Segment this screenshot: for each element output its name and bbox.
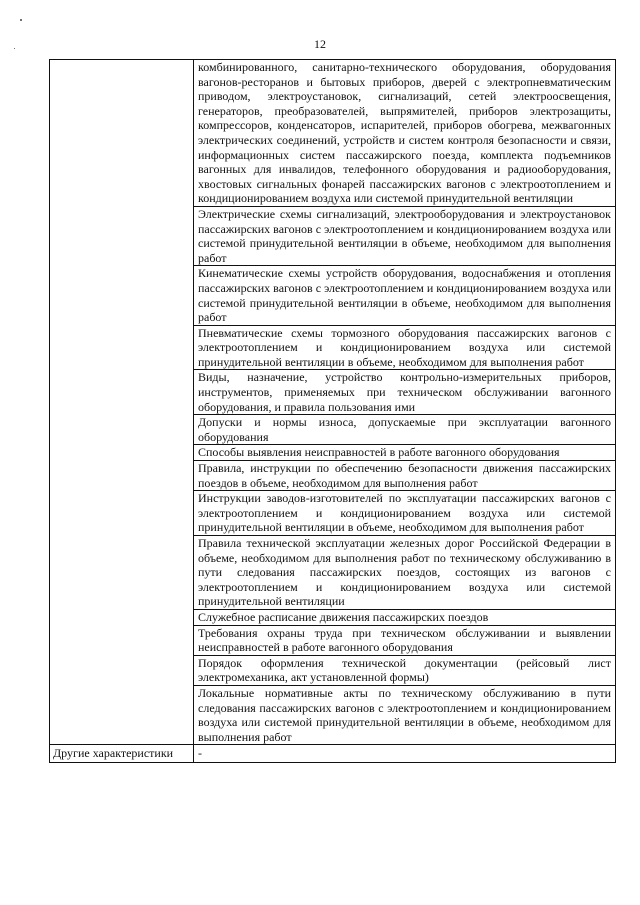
other-characteristics-label: Другие характеристики bbox=[50, 745, 194, 763]
table-cell: Пневматические схемы тормозного оборудования пассажирских вагонов с электроотоплением и кондиционированием воздуха или системой принудительной вентиляции в объеме, необходимом для выполнения работ bbox=[194, 325, 616, 370]
table-cell: Служебное расписание движения пассажирских поездов bbox=[194, 609, 616, 625]
table-cell: Способы выявления неисправностей в работе вагонного оборудования bbox=[194, 445, 616, 461]
other-characteristics-row bbox=[50, 745, 616, 763]
page-number: 12 bbox=[314, 37, 326, 51]
table-cell: Инструкции заводов-изготовителей по эксплуатации пассажирских вагонов с электроотоплением и кондиционированием воздуха или системой принудительной вентиляции в объеме, необходимом для выполнения работ bbox=[194, 491, 616, 536]
table-cell: Правила, инструкции по обеспечению безопасности движения пассажирских поездов в объеме, необходимом для выполнения работ bbox=[194, 461, 616, 491]
requirements-table bbox=[49, 59, 616, 763]
table-cell: Требования охраны труда при техническом обслуживании и выявлении неисправностей в работе вагонного оборудования bbox=[194, 625, 616, 655]
table-cell: Виды, назначение, устройство контрольно-измерительных приборов, инструментов, применяемых при техническом обслуживании вагонного оборудования, и правила пользования ими bbox=[194, 370, 616, 415]
table-row bbox=[50, 60, 616, 207]
table-cell: Порядок оформления технической документации (рейсовый лист электромеханика, акт установленной формы) bbox=[194, 655, 616, 685]
row-heading-cell bbox=[50, 60, 194, 745]
table-cell: Правила технической эксплуатации железных дорог Российской Федерации в объеме, необходимом для выполнения работ по техническому обслуживанию в пути следования пассажирских поездов, состоящих из вагонов с электроотоплением и кондиционированием воздуха или системой принудительной вентиляции bbox=[194, 536, 616, 610]
scan-speck bbox=[20, 19, 22, 21]
table-cell: Локальные нормативные акты по техническому обслуживанию в пути следования пассажирских вагонов с электроотоплением и кондиционированием воздуха или системой принудительной вентиляции в объеме, необходимом для выполнения работ bbox=[194, 685, 616, 744]
scan-speck bbox=[14, 48, 15, 49]
other-characteristics-value: - bbox=[194, 745, 616, 763]
table-cell: Кинематические схемы устройств оборудования, водоснабжения и отопления пассажирских вагонов с электроотоплением и кондиционированием воздуха или системой принудительной вентиляции в объеме, необходимом для выполнения работ bbox=[194, 266, 616, 325]
table-cell: Допуски и нормы износа, допускаемые при эксплуатации вагонного оборудования bbox=[194, 415, 616, 445]
table-cell: комбинированного, санитарно-технического оборудования, оборудования вагонов-ресторанов и бытовых приборов, дверей с электропневматическим приводом, электроустановок, сигнализаций, сетей электроосвещения, генераторов, преобразователей, выпрямителей, приборов электрозащиты, компрессоров, конденсаторов, испарителей, приборов обогрева, межвагонных электрических соединений, устройств и систем контроля безопасности и связи, информационных систем пассажирского поезда, комплекта подъемников вагонных для инвалидов, телефонного оборудования и радиооборудования, хвостовых сигнальных фонарей пассажирских вагонов с электроотоплением и кондиционированием воздуха или системой принудительной вентиляции bbox=[194, 60, 616, 207]
table-cell: Электрические схемы сигнализаций, электрооборудования и электроустановок пассажирских вагонов с электроотоплением и кондиционированием воздуха или системой принудительной вентиляции в объеме, необходимом для выполнения работ bbox=[194, 206, 616, 265]
